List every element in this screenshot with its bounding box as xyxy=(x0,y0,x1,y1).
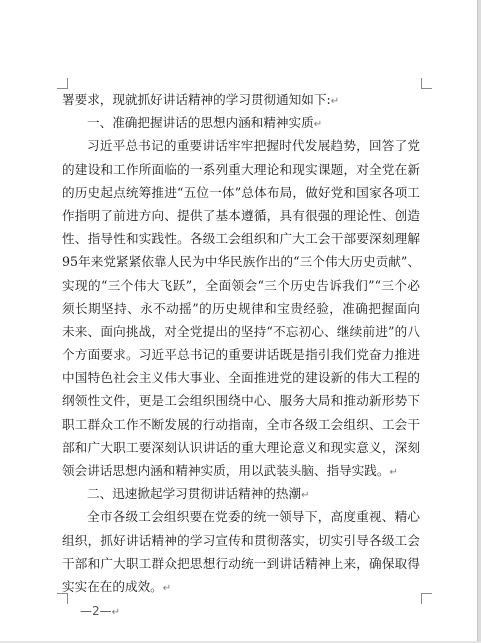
text-line-l20[interactable] xyxy=(62,529,420,552)
text-line-content: 须长期坚持、永不动摇”的历史规律和宝贵经验，准确把握面向 xyxy=(62,300,420,316)
text-line-l01[interactable] xyxy=(62,88,420,111)
text-line-content: 性、指导性和实践性。各级工会组织和广大工会干部要深刻理解 xyxy=(62,231,420,247)
text-line-l04[interactable] xyxy=(62,158,420,181)
text-line-content: 纲领性文件，更是工会组织围绕中心、服务大局和推动新形势下 xyxy=(62,393,420,409)
text-line-content: 的历史起点统筹推进“五位一体”总体布局，做好党和国家各项工 xyxy=(62,184,420,200)
paragraph-mark-icon: ↵ xyxy=(111,607,121,618)
text-line-content: 中国特色社会主义伟大事业、全面推进党的建设新的伟大工程的 xyxy=(62,370,420,386)
paragraph-mark-icon: ↵ xyxy=(330,96,340,107)
text-line-l08[interactable] xyxy=(62,250,420,273)
text-line-content: 二、迅速掀起学习贯彻讲话精神的热潮 xyxy=(87,486,302,502)
paragraph-mark-icon: ↵ xyxy=(301,490,310,502)
text-line-l14[interactable] xyxy=(62,389,420,412)
margin-corner-top-right xyxy=(421,78,432,89)
text-line-l12[interactable] xyxy=(62,343,420,366)
text-line-content: 干部和广大职工群众把思想行动统一到讲话精神上来，确保取得 xyxy=(62,555,420,571)
text-line-l06[interactable] xyxy=(62,204,420,227)
text-line-l16[interactable] xyxy=(62,436,420,459)
text-line-l22[interactable] xyxy=(62,575,420,598)
margin-corner-bottom-right xyxy=(421,593,432,604)
text-line-content: 个方面要求。习近平总书记的重要讲话既是指引我们党奋力推进 xyxy=(62,347,420,363)
text-line-l10[interactable] xyxy=(62,297,420,320)
text-line-content: 署要求，现就抓好讲话精神的学习贯彻通知如下: xyxy=(62,92,331,107)
document-body[interactable] xyxy=(62,88,420,598)
text-line-l13[interactable] xyxy=(62,366,420,389)
text-line-content: 一、准确把握讲话的思想内涵和精神实质 xyxy=(87,115,314,131)
text-line-content: 组织，抓好讲话精神的学习宣传和贯彻落实，切实引导各级工会 xyxy=(62,532,420,548)
paragraph-mark-icon: ↵ xyxy=(313,119,323,131)
text-line-content: 全市各级工会组织要在党委的统一领导下，高度重视、精心 xyxy=(87,509,420,525)
text-line-content: 实实在在的成效。 xyxy=(62,578,163,594)
text-line-l21[interactable] xyxy=(62,552,420,575)
paragraph-mark-icon: ↵ xyxy=(389,467,398,478)
text-line-content: 95年来党紧紧依靠人民为中华民族作出的“三个伟大历史贡献”、 xyxy=(62,254,420,270)
text-line-content: 部和广大职工要深刻认识讲话的重大理论意义和现实意义，深刻 xyxy=(62,439,420,455)
paragraph-mark-icon: ↵ xyxy=(162,582,172,594)
text-line-l19[interactable] xyxy=(62,505,420,528)
text-line-content: 的建设和工作所面临的一系列重大理论和现实课题，对全党在新 xyxy=(62,161,420,177)
text-line-content: 习近平总书记的重要讲话牢牢把握时代发展趋势，回答了党 xyxy=(87,138,420,154)
text-line-l15[interactable] xyxy=(62,413,420,436)
text-line-content: 作指明了前进方向、提供了基本遵循，具有很强的理论性、创造 xyxy=(62,207,420,223)
text-line-l11[interactable] xyxy=(62,320,420,343)
text-line-l09[interactable] xyxy=(62,274,420,297)
page-right-edge xyxy=(477,0,481,643)
text-line-l03[interactable] xyxy=(62,134,420,157)
text-line-content: 实现的“三个伟大飞跃”，全面领会“三个历史告诉我们”“三个必 xyxy=(62,277,420,293)
text-line-l17[interactable] xyxy=(62,459,420,482)
text-line-content: 职工群众工作不断发展的行动指南，全市各级工会组织、工会干 xyxy=(62,416,420,432)
text-line-l07[interactable] xyxy=(62,227,420,250)
text-line-content: 未来、面向挑战，对全党提出的坚持“不忘初心、继续前进”的八 xyxy=(62,323,420,339)
text-line-l18[interactable] xyxy=(62,482,420,505)
text-line-l02[interactable] xyxy=(62,111,420,134)
text-line-l05[interactable] xyxy=(62,181,420,204)
text-line-content: 领会讲话思想内涵和精神实质，用以武装头脑、指导实践。 xyxy=(62,463,390,478)
page-number xyxy=(80,604,120,618)
page-number-text: —2— xyxy=(80,604,112,618)
